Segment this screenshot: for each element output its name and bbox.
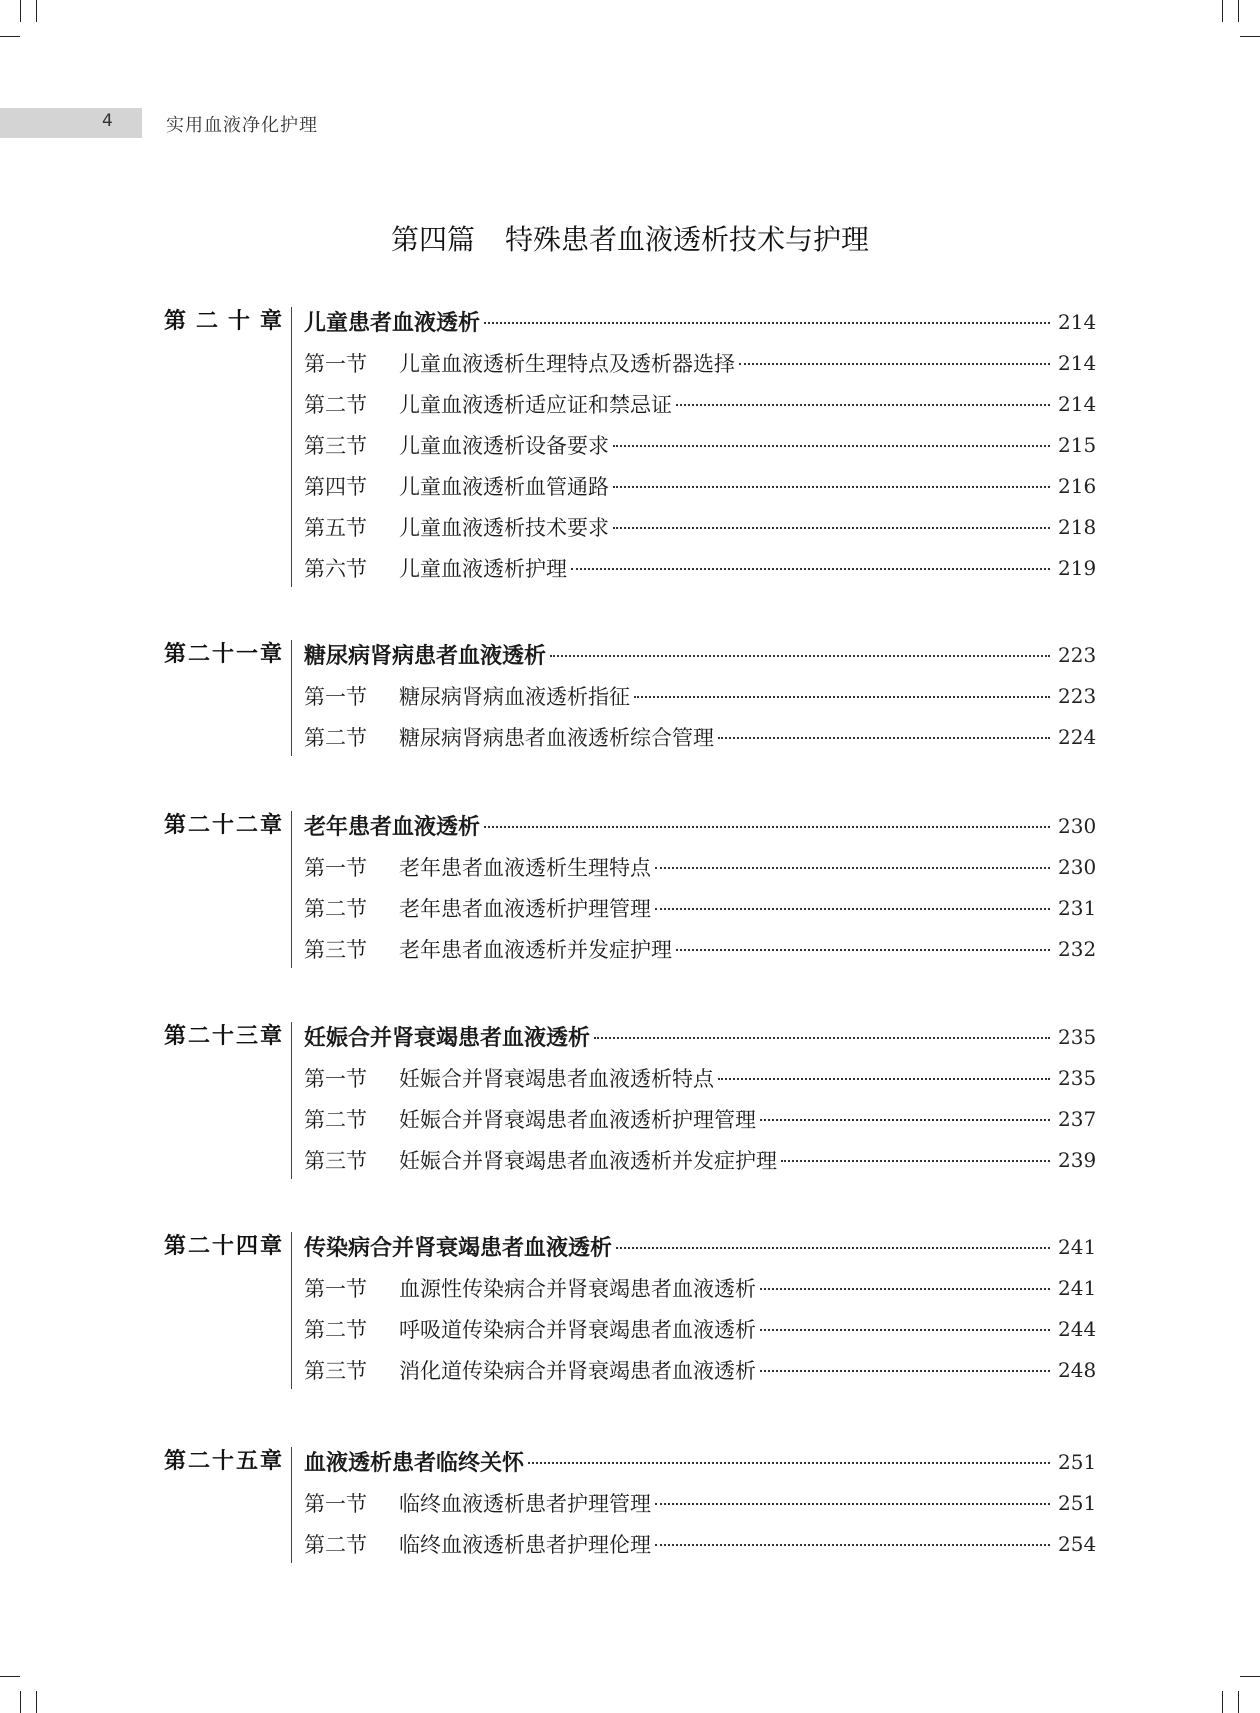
crop-mark	[1240, 1676, 1260, 1677]
section-entry[interactable]	[304, 1098, 1096, 1139]
section-title: 妊娠合并肾衰竭患者血液透析护理管理	[399, 1107, 756, 1132]
page-ref: 214	[1058, 309, 1097, 334]
dot-leader	[676, 949, 1050, 951]
page-ref: 223	[1058, 683, 1097, 708]
crop-mark	[1222, 1691, 1223, 1713]
page-number: 4	[102, 111, 113, 131]
section-entry[interactable]	[304, 506, 1096, 547]
section-label: 第一节	[304, 855, 367, 880]
section-entry[interactable]	[304, 1482, 1096, 1523]
section-title: 糖尿病肾病患者血液透析综合管理	[399, 725, 714, 750]
section-title: 老年患者血液透析护理管理	[399, 896, 651, 921]
page-ref: 232	[1058, 936, 1097, 961]
section-title: 儿童血液透析生理特点及透析器选择	[399, 351, 735, 376]
dot-leader	[594, 1037, 1050, 1039]
chapter-rule	[291, 811, 292, 968]
page-ref: 237	[1058, 1106, 1097, 1131]
dot-leader	[613, 527, 1050, 529]
section-entry[interactable]	[304, 887, 1096, 928]
page-ref: 254	[1058, 1531, 1097, 1556]
page-number-bar	[0, 108, 142, 138]
section-entry[interactable]	[304, 716, 1096, 757]
dot-leader	[760, 1119, 1050, 1121]
chapter-rule	[291, 1022, 292, 1179]
section-label: 第三节	[304, 1148, 367, 1173]
section-entry[interactable]	[304, 1057, 1096, 1098]
chapter-title: 老年患者血液透析	[304, 814, 481, 840]
page-ref: 214	[1058, 350, 1097, 375]
section-entry[interactable]	[304, 846, 1096, 887]
section-label: 第五节	[304, 515, 367, 540]
chapter-entry[interactable]	[304, 1226, 1096, 1267]
chapter-block	[0, 634, 1260, 757]
section-label: 第二节	[304, 1317, 367, 1342]
page-ref: 216	[1058, 473, 1097, 498]
section-entry[interactable]	[304, 383, 1096, 424]
section-entry[interactable]	[304, 342, 1096, 383]
chapter-block	[0, 301, 1260, 588]
section-entry[interactable]	[304, 1308, 1096, 1349]
section-label: 第二节	[304, 392, 367, 417]
section-entry[interactable]	[304, 1139, 1096, 1180]
section-label: 第四节	[304, 474, 367, 499]
chapter-entry[interactable]	[304, 301, 1096, 342]
chapter-label: 第二十三章	[164, 1023, 282, 1049]
page-ref: 251	[1058, 1490, 1097, 1515]
chapter-rule	[291, 1447, 292, 1563]
section-label: 第二节	[304, 1532, 367, 1557]
dot-leader	[739, 363, 1050, 365]
section-title: 妊娠合并肾衰竭患者血液透析特点	[399, 1066, 714, 1091]
dot-leader	[634, 696, 1050, 698]
chapter-title: 儿童患者血液透析	[304, 310, 481, 336]
chapter-entry[interactable]	[304, 1441, 1096, 1482]
dot-leader	[655, 1544, 1050, 1546]
dot-leader	[760, 1288, 1050, 1290]
section-title: 消化道传染病合并肾衰竭患者血液透析	[399, 1358, 756, 1383]
section-label: 第一节	[304, 351, 367, 376]
section-title: 血源性传染病合并肾衰竭患者血液透析	[399, 1276, 756, 1301]
crop-mark	[1238, 0, 1239, 22]
chapter-label: 第二十章	[164, 308, 282, 334]
chapter-label: 第二十二章	[164, 812, 282, 838]
section-entry[interactable]	[304, 465, 1096, 506]
chapter-title: 传染病合并肾衰竭患者血液透析	[304, 1235, 613, 1261]
section-title: 儿童血液透析血管通路	[399, 474, 609, 499]
chapter-block	[0, 1016, 1260, 1180]
chapter-rule	[291, 1232, 292, 1389]
dot-leader	[484, 322, 1050, 324]
section-title: 临终血液透析患者护理管理	[399, 1491, 651, 1516]
chapter-entry[interactable]	[304, 805, 1096, 846]
section-title: 呼吸道传染病合并肾衰竭患者血液透析	[399, 1317, 756, 1342]
section-entry[interactable]	[304, 1267, 1096, 1308]
page-ref: 251	[1058, 1449, 1097, 1474]
page-ref: 215	[1058, 432, 1097, 457]
page-ref: 241	[1058, 1275, 1097, 1300]
crop-mark	[1238, 1691, 1239, 1713]
page-ref: 241	[1058, 1234, 1097, 1259]
crop-mark	[0, 36, 20, 37]
dot-leader	[550, 655, 1050, 657]
dot-leader	[616, 1247, 1050, 1249]
section-title: 儿童血液透析技术要求	[399, 515, 609, 540]
page-ref: 224	[1058, 724, 1097, 749]
part-label: 第四篇	[390, 223, 475, 256]
section-entry[interactable]	[304, 675, 1096, 716]
dot-leader	[718, 1078, 1050, 1080]
section-label: 第一节	[304, 1276, 367, 1301]
section-title: 儿童血液透析护理	[399, 556, 567, 581]
chapter-label: 第二十一章	[164, 641, 282, 667]
chapter-entry[interactable]	[304, 1016, 1096, 1057]
chapter-rule	[291, 307, 292, 587]
section-label: 第三节	[304, 1358, 367, 1383]
dot-leader	[760, 1329, 1050, 1331]
section-entry[interactable]	[304, 1349, 1096, 1390]
crop-mark	[20, 0, 21, 22]
dot-leader	[613, 486, 1050, 488]
section-title: 临终血液透析患者护理伦理	[399, 1532, 651, 1557]
page-ref: 219	[1058, 555, 1097, 580]
dot-leader	[613, 445, 1050, 447]
dot-leader	[655, 908, 1050, 910]
page-ref: 230	[1058, 854, 1097, 879]
dot-leader	[655, 1503, 1050, 1505]
page-ref: 248	[1058, 1357, 1097, 1382]
crop-mark	[1222, 0, 1223, 22]
section-title: 糖尿病肾病血液透析指征	[399, 684, 630, 709]
chapter-label: 第二十五章	[164, 1448, 282, 1474]
dot-leader	[528, 1462, 1050, 1464]
dot-leader	[760, 1370, 1050, 1372]
page-ref: 235	[1058, 1065, 1097, 1090]
section-title: 儿童血液透析适应证和禁忌证	[399, 392, 672, 417]
part-name: 特殊患者血液透析技术与护理	[505, 223, 870, 256]
part-title	[0, 218, 1260, 258]
page-ref: 214	[1058, 391, 1097, 416]
dot-leader	[718, 737, 1050, 739]
section-title: 老年患者血液透析并发症护理	[399, 937, 672, 962]
dot-leader	[484, 826, 1050, 828]
page-ref: 230	[1058, 813, 1097, 838]
book-title: 实用血液净化护理	[166, 115, 318, 136]
section-title: 妊娠合并肾衰竭患者血液透析并发症护理	[399, 1148, 777, 1173]
crop-mark	[36, 1691, 37, 1713]
section-entry[interactable]	[304, 928, 1096, 969]
section-entry[interactable]	[304, 1523, 1096, 1564]
section-title: 老年患者血液透析生理特点	[399, 855, 651, 880]
chapter-block	[0, 1226, 1260, 1390]
section-label: 第二节	[304, 725, 367, 750]
crop-mark	[1240, 36, 1260, 37]
section-label: 第二节	[304, 1107, 367, 1132]
dot-leader	[655, 867, 1050, 869]
section-label: 第三节	[304, 433, 367, 458]
page-ref: 223	[1058, 642, 1097, 667]
section-entry[interactable]	[304, 547, 1096, 588]
dot-leader	[676, 404, 1050, 406]
page-ref: 231	[1058, 895, 1097, 920]
chapter-block	[0, 1441, 1260, 1564]
section-title: 儿童血液透析设备要求	[399, 433, 609, 458]
section-entry[interactable]	[304, 424, 1096, 465]
crop-mark	[0, 1676, 20, 1677]
chapter-rule	[291, 640, 292, 756]
chapter-label: 第二十四章	[164, 1233, 282, 1259]
section-label: 第二节	[304, 896, 367, 921]
section-label: 第一节	[304, 1491, 367, 1516]
chapter-title: 妊娠合并肾衰竭患者血液透析	[304, 1025, 591, 1051]
page-ref: 244	[1058, 1316, 1097, 1341]
section-label: 第一节	[304, 684, 367, 709]
page-ref: 235	[1058, 1024, 1097, 1049]
chapter-block	[0, 805, 1260, 969]
crop-mark	[36, 0, 37, 22]
section-label: 第一节	[304, 1066, 367, 1091]
page-ref: 218	[1058, 514, 1097, 539]
chapter-entry[interactable]	[304, 634, 1096, 675]
page-ref: 239	[1058, 1147, 1097, 1172]
section-label: 第六节	[304, 556, 367, 581]
section-label: 第三节	[304, 937, 367, 962]
crop-mark	[20, 1691, 21, 1713]
chapter-title: 糖尿病肾病患者血液透析	[304, 643, 547, 669]
chapter-title: 血液透析患者临终关怀	[304, 1450, 525, 1476]
dot-leader	[571, 568, 1050, 570]
dot-leader	[781, 1160, 1050, 1162]
